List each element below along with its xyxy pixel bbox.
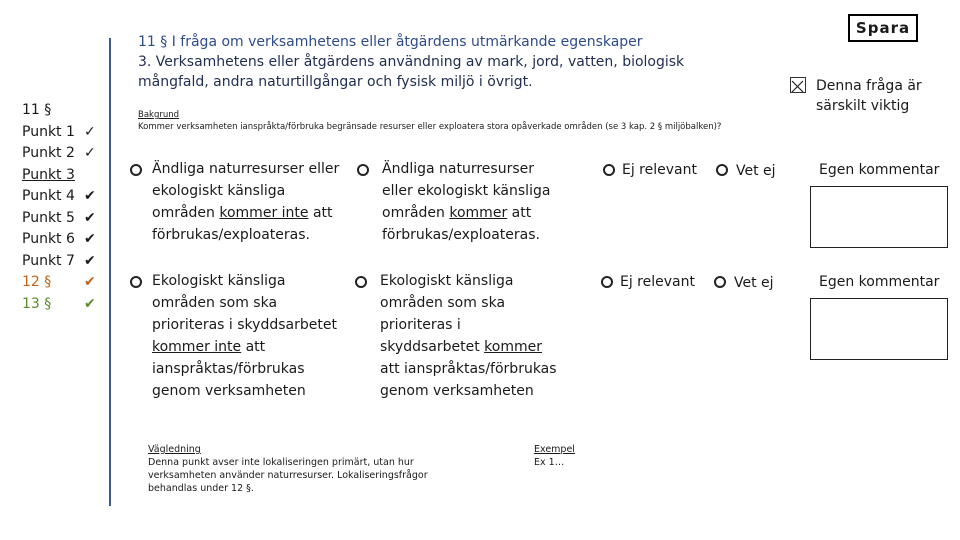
nav-item-label: 11 § — [22, 102, 52, 118]
option-line: ekologiskt känsliga — [152, 183, 286, 199]
nav-item-punkt-4[interactable] — [22, 186, 100, 208]
option-line: att ianspråktas/förbrukas — [380, 361, 557, 377]
important-checkbox[interactable] — [790, 77, 806, 93]
check-icon: ✓ — [84, 123, 96, 140]
radio-dont-know-row1[interactable] — [716, 164, 728, 176]
option-line: genom verksamheten — [152, 383, 306, 399]
check-icon: ✔ — [84, 274, 96, 290]
comment-input-row2[interactable] — [810, 298, 948, 360]
comment-input-row1[interactable] — [810, 186, 948, 248]
comment-label-row2: Egen kommentar — [819, 274, 940, 290]
nav-item-label: Punkt 1 — [22, 123, 75, 140]
option-line: Ekologiskt känsliga — [152, 273, 286, 289]
radio-option-a-row1[interactable] — [130, 164, 142, 176]
option-line: områden som ska — [152, 295, 278, 311]
option-text: områden — [152, 205, 220, 221]
example-block — [534, 443, 594, 469]
option-b-text-row1 — [382, 158, 592, 246]
option-emphasis: kommer — [484, 339, 542, 355]
nav-item-label: Punkt 2 — [22, 145, 75, 161]
x-check-icon — [791, 80, 804, 93]
check-icon: ✔ — [84, 231, 96, 247]
question-heading: 11 § I fråga om verksamhetens eller åtgärdens utmärkande egenskaper — [138, 34, 643, 50]
question-text: 3. Verksamhetens eller åtgärdens användning av mark, jord, vatten, biologisk mångfald, andra naturtillgångar och fysisk miljö i övrigt. — [138, 54, 685, 90]
radio-dont-know-row2[interactable] — [714, 276, 726, 288]
option-line: förbrukas/exploateras. — [152, 227, 310, 243]
nav-item-label: Punkt 6 — [22, 231, 75, 247]
option-text: skyddsarbetet — [380, 339, 485, 355]
radio-not-relevant-row1[interactable] — [603, 164, 615, 176]
background-block — [138, 109, 738, 133]
check-icon: ✔ — [84, 209, 96, 226]
option-text: att — [507, 205, 532, 221]
radio-not-relevant-row2[interactable] — [601, 276, 613, 288]
option-line — [380, 336, 590, 358]
option-line — [152, 202, 362, 224]
check-icon: ✔ — [84, 295, 96, 312]
option-text: att — [308, 205, 333, 221]
option-line: förbrukas/exploateras. — [382, 227, 540, 243]
example-text: Ex 1… — [534, 457, 565, 468]
option-line — [382, 202, 592, 224]
option-line — [152, 336, 362, 358]
question-header — [138, 32, 738, 92]
nav-item-label: Punkt 4 — [22, 188, 75, 204]
option-emphasis: kommer inte — [219, 205, 309, 221]
vertical-divider — [109, 38, 111, 506]
option-line: prioriteras i skyddsarbetet — [152, 317, 337, 333]
guidance-heading: Vägledning — [148, 444, 201, 455]
important-label: Denna fråga är särskilt viktig — [816, 78, 922, 114]
nav-item-punkt-6[interactable] — [22, 229, 100, 251]
example-heading: Exempel — [534, 444, 575, 455]
option-emphasis: kommer — [449, 205, 508, 221]
nav-item-12[interactable] — [22, 272, 100, 294]
radio-option-b-row2[interactable] — [355, 276, 367, 288]
option-text: att — [241, 339, 266, 355]
guidance-text: Denna punkt avser inte lokaliseringen primärt, utan hur verksamheten använder naturresurser. Lokaliseringsfrågor behandlas under 12 §. — [148, 457, 428, 494]
option-emphasis: kommer inte — [152, 339, 242, 355]
option-line: Ekologiskt känsliga — [380, 273, 514, 289]
nav-item-label: 13 § — [22, 295, 52, 312]
section-nav — [22, 100, 100, 315]
option-line: Ändliga naturresurser eller — [152, 161, 340, 177]
dont-know-label-row1: Vet ej — [736, 163, 776, 179]
not-relevant-label-row2: Ej relevant — [620, 274, 695, 290]
comment-label-row1: Egen kommentar — [819, 162, 940, 178]
radio-option-a-row2[interactable] — [130, 276, 142, 288]
option-text: områden — [382, 205, 450, 221]
nav-item-punkt-1[interactable] — [22, 122, 100, 144]
nav-item-punkt-3[interactable] — [22, 165, 100, 187]
option-line: ianspråktas/förbrukas — [152, 361, 305, 377]
check-icon: ✓ — [84, 145, 96, 161]
background-heading: Bakgrund — [138, 110, 180, 120]
nav-item-punkt-2[interactable] — [22, 143, 100, 165]
nav-item-13[interactable] — [22, 294, 100, 316]
save-button[interactable]: Spara — [848, 14, 918, 42]
nav-item-label: Punkt 5 — [22, 209, 75, 226]
check-icon: ✔ — [84, 252, 96, 269]
option-a-text-row1 — [152, 158, 362, 246]
not-relevant-label-row1: Ej relevant — [622, 162, 697, 178]
nav-item-label: Punkt 3 — [22, 166, 75, 183]
radio-option-b-row1[interactable] — [357, 164, 369, 176]
option-line: områden som ska — [380, 295, 506, 311]
dont-know-label-row2: Vet ej — [734, 275, 774, 291]
option-line: eller ekologiskt känsliga — [382, 183, 551, 199]
nav-item-punkt-5[interactable] — [22, 208, 100, 230]
nav-item-11[interactable] — [22, 100, 100, 122]
nav-item-label: 12 § — [22, 274, 52, 290]
option-line: Ändliga naturresurser — [382, 161, 535, 177]
check-icon: ✔ — [84, 188, 96, 204]
option-line: genom verksamheten — [380, 383, 534, 399]
option-line: prioriteras i — [380, 317, 461, 333]
guidance-block — [148, 443, 448, 495]
option-a-text-row2 — [152, 270, 362, 402]
option-b-text-row2 — [380, 270, 590, 402]
background-text: Kommer verksamheten ianspråkta/förbruka begränsade resurser eller exploatera stora opåverkade områden (se 3 kap. 2 § miljöbalken)? — [138, 122, 722, 132]
nav-item-punkt-7[interactable] — [22, 251, 100, 273]
nav-item-label: Punkt 7 — [22, 252, 75, 269]
